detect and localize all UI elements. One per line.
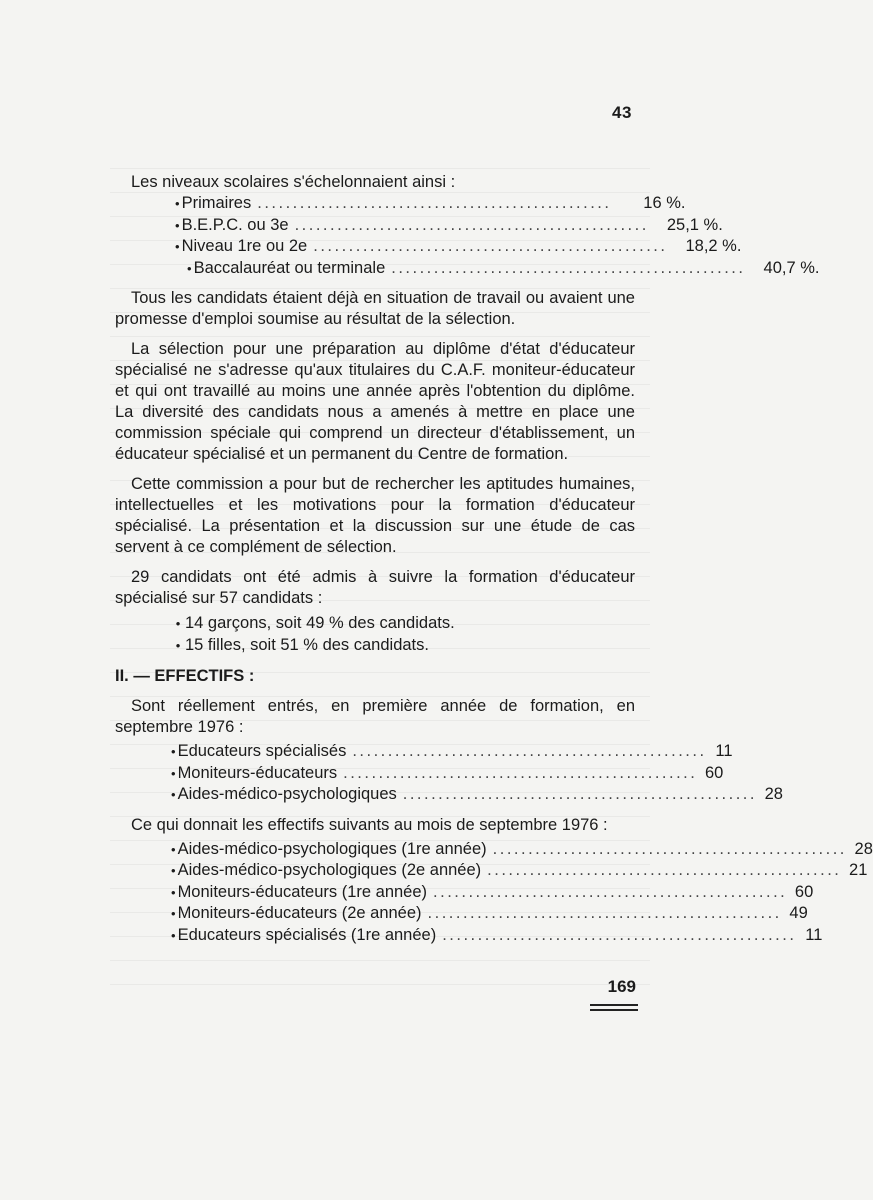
leader-dots: .................................................. [402, 785, 757, 803]
level-label: Baccalauréat ou terminale [193, 258, 386, 277]
level-row [115, 236, 742, 258]
effectif-value: 49 [789, 904, 808, 922]
leader-dots: .................................................. [294, 215, 649, 234]
paragraph-admitted: 29 candidats ont été admis à suivre la formation d'éducateur spécialisé sur 57 candidats : [115, 568, 635, 607]
effectif-row [115, 860, 868, 882]
leader-dots: .................................................. [391, 258, 746, 277]
paragraph-candidates: Tous les candidats étaient déjà en situation de travail ou avaient une promesse d'emploi soumise au résultat de la sélection. [115, 289, 635, 328]
intro-text: Les niveaux scolaires s'échelonnaient ainsi : [131, 173, 456, 191]
leader-dots: .................................................. [433, 882, 788, 901]
admitted-item: • 14 garçons, soit 49 % des candidats. [115, 613, 635, 635]
effectif-value: 21 [849, 861, 868, 879]
leader-dots: .................................................. [257, 194, 612, 212]
effectif-label: Moniteurs-éducateurs (2e année) [177, 904, 422, 922]
bullet-icon: • [171, 884, 176, 900]
leader-dots: .................................................. [442, 925, 797, 944]
paragraph-effectifs: Ce qui donnait les effectifs suivants au mois de septembre 1976 : [131, 815, 608, 834]
entered-value: 28 [764, 785, 783, 803]
bullet-icon: • [175, 239, 180, 254]
entered-label: Aides-médico-psychologiques [177, 785, 397, 803]
level-label: Primaires [181, 194, 252, 212]
leader-dots: .................................................. [427, 904, 782, 922]
total-rule [590, 1009, 638, 1011]
entered-row [115, 784, 783, 806]
level-value: 40,7 %. [763, 258, 820, 277]
entered-row [115, 741, 733, 763]
effectif-label: Educateurs spécialisés (1re année) [177, 925, 437, 944]
bullet-icon: • [171, 906, 176, 921]
levels-list [115, 193, 820, 279]
level-label: Niveau 1re ou 2e [181, 237, 308, 255]
paragraph-selection: La sélection pour une préparation au diplôme d'état d'éducateur spécialisé ne s'adresse qu'aux titulaires du C.A.F. moniteur-éducateur et qui ont travaillé au moins une année après l'obtention du diplôme. La diversité des candidats nous a amenés à mettre en place une commission spéciale qui comprend un directeur d'établissement, un éducateur spécialisé et un permanent du Centre de formation. [115, 340, 635, 463]
effectif-row [115, 903, 808, 925]
entered-label: Moniteurs-éducateurs [177, 763, 338, 782]
bullet-icon: • [171, 927, 176, 943]
effectif-label: Moniteurs-éducateurs (1re année) [177, 882, 428, 901]
level-value: 25,1 %. [666, 215, 723, 234]
admitted-list [115, 613, 635, 656]
bullet-icon: • [175, 616, 181, 631]
leader-dots: .................................................. [343, 763, 698, 782]
bullet-icon: • [171, 765, 176, 781]
entered-label: Educateurs spécialisés [177, 742, 347, 760]
effectif-value: 28 [854, 839, 873, 858]
leader-dots: .................................................. [487, 861, 842, 879]
leader-dots: .................................................. [313, 237, 668, 255]
paragraph-commission: Cette commission a pour but de rechercher les aptitudes humaines, intellectuelles et les motivations pour la formation d'éducateur spécialisé. La présentation et la discussion sur une étude de cas servent à ce complément de sélection. [115, 475, 635, 556]
total-value: 169 [607, 977, 636, 996]
effectif-row [115, 882, 814, 904]
section-heading: II. — EFFECTIFS : [115, 667, 255, 685]
entered-row [115, 763, 724, 785]
level-row [115, 193, 686, 215]
effectif-value: 11 [805, 925, 823, 944]
effectif-row [115, 925, 823, 947]
level-value: 16 %. [643, 194, 686, 212]
total-rule [590, 1004, 638, 1006]
entered-value: 60 [705, 763, 724, 782]
entered-value: 11 [715, 742, 733, 760]
bullet-icon: • [171, 863, 176, 878]
bullet-icon: • [171, 841, 176, 857]
effectif-row [115, 839, 873, 861]
bullet-icon: • [175, 217, 180, 233]
bullet-icon: • [175, 637, 181, 653]
bullet-icon: • [171, 744, 176, 759]
admitted-item: • 15 filles, soit 51 % des candidats. [115, 635, 635, 657]
leader-dots: .................................................. [352, 742, 707, 760]
effectif-value: 60 [794, 882, 814, 901]
effectif-label: Aides-médico-psychologiques (2e année) [177, 861, 482, 879]
paragraph-entered: Sont réellement entrés, en première année de formation, en septembre 1976 : [115, 697, 635, 736]
bullet-icon: • [187, 260, 192, 276]
effectifs-list [115, 839, 873, 947]
level-label: B.E.P.C. ou 3e [181, 215, 289, 234]
leader-dots: .................................................. [492, 839, 847, 858]
level-row [115, 215, 723, 237]
level-value: 18,2 %. [685, 237, 742, 255]
page-body [115, 172, 873, 946]
effectif-label: Aides-médico-psychologiques (1re année) [177, 839, 487, 858]
bullet-icon: • [171, 787, 176, 802]
entered-list [115, 741, 783, 806]
bullet-icon: • [175, 196, 180, 211]
page-number: 43 [612, 103, 632, 122]
level-row [115, 258, 820, 280]
